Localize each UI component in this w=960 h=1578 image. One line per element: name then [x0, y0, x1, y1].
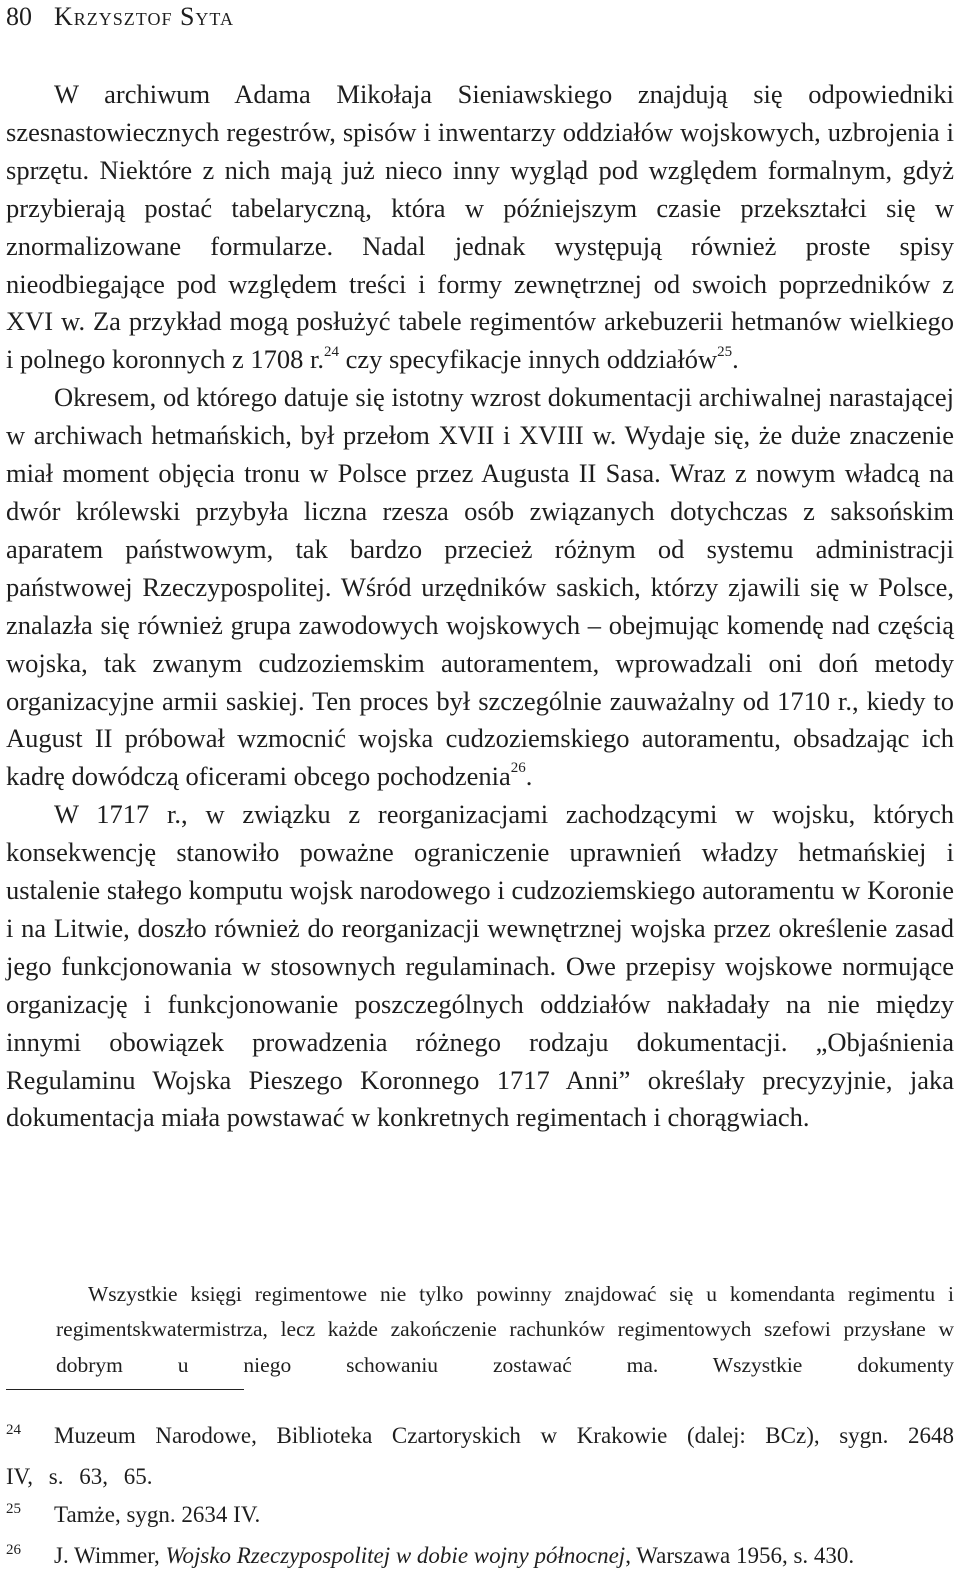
footnote-24 — [6, 1417, 954, 1496]
paragraph-text: . — [732, 344, 739, 375]
running-header-author: Krzysztof Syta — [54, 2, 234, 31]
footnote-26 — [6, 1537, 954, 1578]
paragraph-text: Okresem, od którego datuje się istotny wzrost dokumentacji archiwalnej narastającej w archiwach hetmańskich, był przełom XVII i XVIII w. Wydaje się, że duże znaczenie miał moment objęcia tronu w Polsce przez Augusta II Sasa. Wraz z nowym władcą na dwór królewski przybyła liczna rzesza osób związanych dotychczas z saksońskim aparatem państwowym, tak bardzo przecież różnym od systemu administracji państwowej Rzeczypospolitej. Wśród urzędników saskich, którzy zjawili się w Polsce, znalazła się również grupa zawodowych wojskowych – obejmując komendę nad częścią wojska, tak zwanym cudzoziemskim autoramentem, wprowadzali oni doń metody organizacyjne armii saskiej. Ten proces był szczególnie zauważalny od 1710 r., kiedy to August II próbował wzmocnić wojska cudzoziemskiego autoramentu, obsadzając ich kadrę dowódczą oficerami obcego pochodzenia — [6, 382, 954, 792]
paragraph-text: W 1717 r., w związku z reorganizacjami zachodzącymi w wojsku, których konsekwencję stanowiło poważne ograniczenie uprawnień władzy hetmańskiej i ustalenie stałego komputu wojsk narodowego i cudzoziemskiego autoramentu w Koronie i na Litwie, doszło również do reorganizacji wewnętrznej wojska przez określenie zasad jego funkcjonowania w stosownych regulaminach. Owe przepisy wojskowe normujące organizację i funkcjonowanie poszczególnych oddziałów nakładały na nie między innymi obowiązek prowadzenia różnego rodzaju dokumentacji. „Objaśnienia Regulaminu Wojska Pieszego Koronnego 1717 Anni” określały precyzyjnie, jaka dokumentacja miała powstawać w konkretnych regimentach i chorągwiach. — [6, 799, 954, 1133]
footnote-ref-26[interactable]: 26 — [510, 760, 526, 777]
paragraph-3 — [6, 796, 954, 1137]
footnote-number: 25 — [6, 1501, 21, 1517]
footnote-number: 24 — [6, 1422, 21, 1438]
paragraph-1 — [6, 76, 954, 379]
paragraph-text: W archiwum Adama Mikołaja Sieniawskiego znajdują się odpowiedniki szesnastowiecznych regestrów, spisów i inwentarzy oddziałów wojskowych, uzbrojenia i sprzętu. Niektóre z nich mają już nieco inny wygląd pod względem formalnym, gdyż przybierają postać tabelaryczną, która w późniejszym czasie przekształci się w znormalizowane formularze. Nadal jednak występują również proste spisy nieodbiegające pod względem treści i formy zewnętrznej od swoich poprzedników z XVI w. Za przykład mogą posłużyć tabele regimentów arkebuzerii hetmanów wielkiego i polnego koronnych z 1708 r. — [6, 79, 954, 375]
paragraph-2 — [6, 379, 954, 796]
footnotes — [6, 1417, 954, 1578]
footnote-25 — [6, 1496, 954, 1537]
footnote-number: 26 — [6, 1542, 21, 1558]
footnote-text: Tamże, sygn. 2634 IV. — [54, 1502, 261, 1527]
footnote-text: , Warszawa 1956, s. 430. — [625, 1543, 855, 1568]
footnote-separator — [6, 1389, 244, 1390]
running-header — [6, 2, 234, 32]
block-quote-text: Wszystkie księgi regimentowe nie tylko powinny znajdować się u komendanta regimentu i regimentskwatermistrza, lecz każde zakończenie rachunków regimentowych szefowi przysłane w dobrym u niego schowaniu zostawać ma. Wszystkie dokumenty — [56, 1282, 954, 1377]
block-quote — [56, 1277, 954, 1383]
footnote-text: Muzeum Narodowe, Biblioteka Czartoryskich w Krakowie (dalej: BCz), sygn. 2648 IV, s. 63, 65. — [6, 1423, 954, 1489]
footnote-book-title: Wojsko Rzeczypospolitej w dobie wojny północnej — [165, 1543, 626, 1568]
footnote-ref-25[interactable]: 25 — [717, 343, 733, 360]
footnote-text: J. Wimmer, — [54, 1543, 166, 1568]
main-text — [6, 76, 954, 1137]
paragraph-text: czy specyfikacje innych oddziałów — [338, 344, 718, 375]
paragraph-text: . — [525, 761, 533, 792]
page-number: 80 — [6, 2, 32, 31]
footnote-ref-24[interactable]: 24 — [323, 343, 339, 360]
